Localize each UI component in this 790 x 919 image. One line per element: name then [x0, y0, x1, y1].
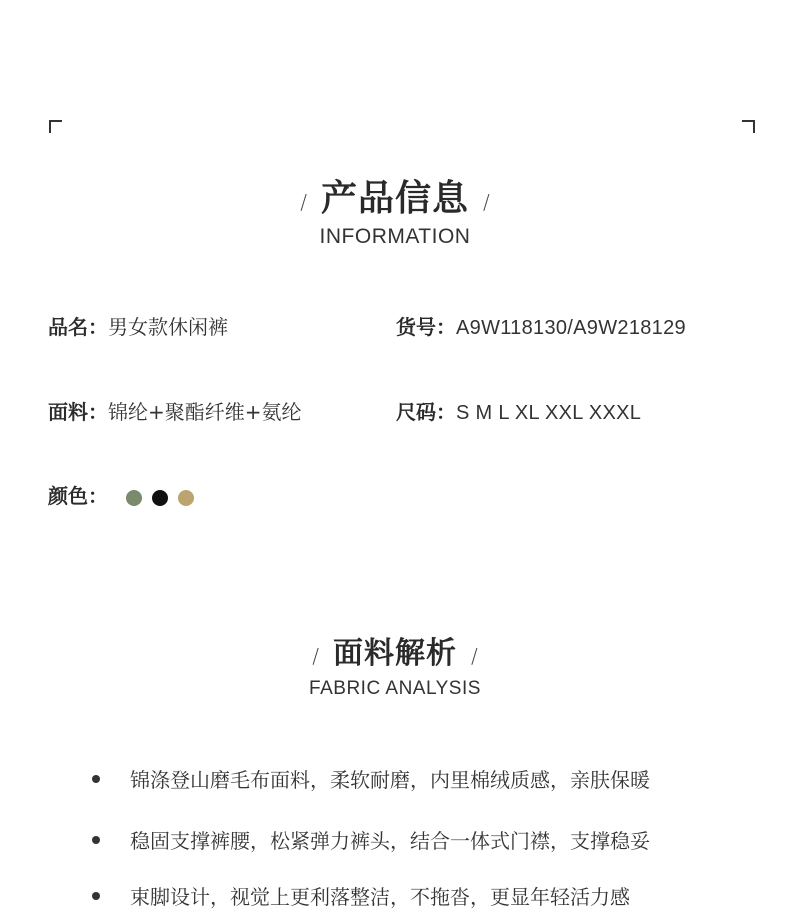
product-name-value: 男女款休闲裤 [108, 315, 228, 339]
slash-decoration: / [471, 644, 478, 668]
corner-bracket-top-left [49, 120, 62, 133]
size-value: S M L XL XXL XXXL [456, 402, 642, 424]
fabric-analysis-title: 面料解析 [333, 636, 457, 671]
corner-bracket-top-right [742, 120, 755, 133]
color-swatch-khaki[interactable] [178, 490, 194, 506]
sku-row [396, 311, 686, 340]
product-info-header [0, 170, 790, 249]
slash-decoration: / [312, 644, 319, 668]
fabric-analysis-subtitle: FABRIC ANALYSIS [309, 678, 481, 699]
sku-label: 货号： [396, 315, 456, 339]
color-swatch-green[interactable] [126, 490, 142, 506]
color-swatch-black[interactable] [152, 490, 168, 506]
product-info-title: 产品信息 [320, 178, 469, 219]
sku-value: A9W118130/A9W218129 [456, 317, 686, 339]
size-label: 尺码： [396, 400, 456, 424]
fabric-points-list [92, 764, 650, 910]
list-item: 锦涤登山磨毛布面料，柔软耐磨，内里棉绒质感，亲肤保暖 [92, 764, 650, 793]
fabric-label: 面料： [48, 400, 108, 424]
product-name-label: 品名： [48, 315, 108, 339]
color-swatches [126, 490, 194, 506]
slash-decoration: / [483, 189, 490, 214]
color-label: 颜色： [48, 484, 108, 508]
product-name-row [48, 311, 228, 340]
fabric-value: 锦纶+聚酯纤维+氨纶 [108, 400, 302, 424]
list-item: 束脚设计，视觉上更利落整洁，不拖沓，更显年轻活力感 [92, 881, 650, 910]
fabric-row [48, 396, 302, 425]
list-item: 稳固支撑裤腰，松紧弹力裤头，结合一体式门襟，支撑稳妥 [92, 825, 650, 854]
product-info-subtitle: INFORMATION [319, 225, 471, 248]
slash-decoration: / [300, 189, 307, 214]
color-row [48, 480, 194, 509]
size-row [396, 396, 641, 425]
fabric-analysis-header [0, 628, 790, 700]
